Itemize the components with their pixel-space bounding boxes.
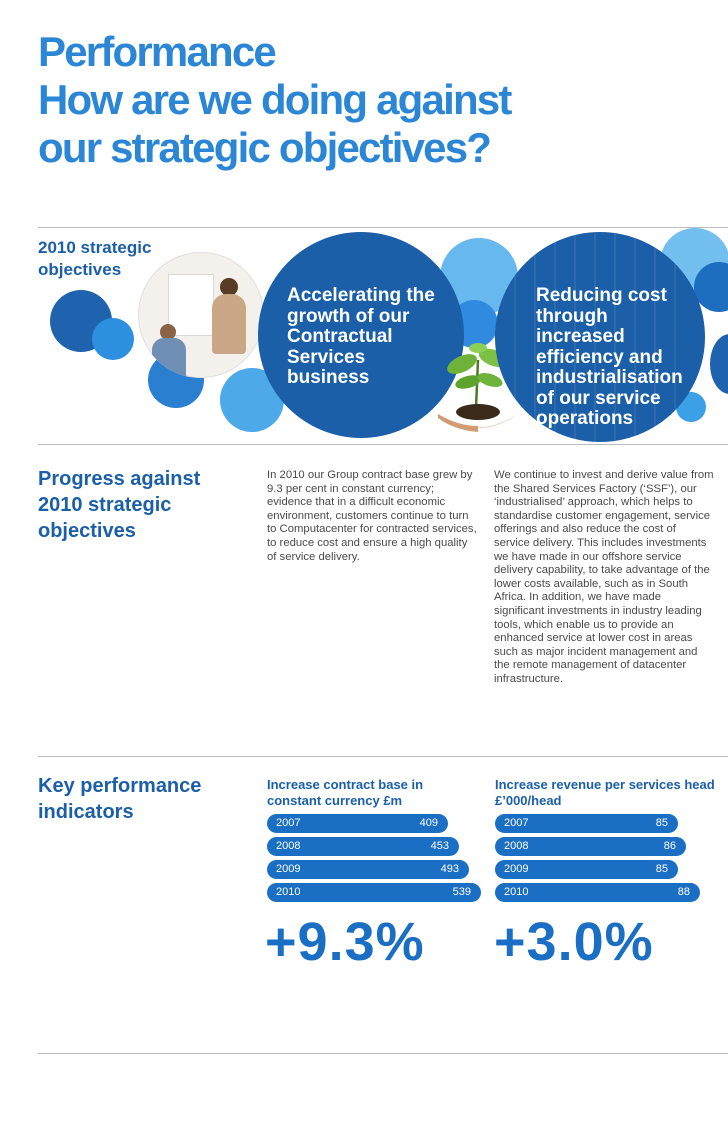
kpi-2-change: +3.0% xyxy=(494,912,654,972)
bar-year-label: 2008 xyxy=(276,840,301,852)
bar-year-label: 2009 xyxy=(276,863,301,875)
bar-year-label: 2010 xyxy=(276,886,301,898)
bar-year-label: 2007 xyxy=(504,817,529,829)
bar-2009 xyxy=(267,860,469,879)
progress-text-1: In 2010 our Group contract base grew by 9.3 per cent in constant currency; evidence that in a difficult economic environment, customers continue to turn to Computacenter for contracted services, to reduce cost and ensure a high quality of service delivery. xyxy=(267,469,477,563)
title-line-2: How are we doing against xyxy=(38,76,511,123)
kpi-2-title: Increase revenue per services head £’000/head xyxy=(495,777,715,808)
objective-1-text: Accelerating the growth of our Contractual Services business xyxy=(287,285,435,388)
bar-2007 xyxy=(267,814,448,833)
bar-year-label: 2009 xyxy=(504,863,529,875)
bar-value-label: 409 xyxy=(419,817,438,829)
kpi-1-change: +9.3% xyxy=(265,912,425,972)
kpi-1-title: Increase contract base in constant currency £m xyxy=(267,777,424,808)
bar-value-label: 539 xyxy=(452,886,471,898)
bar-2010 xyxy=(495,883,700,902)
divider-bottom xyxy=(38,1053,728,1054)
divider-top xyxy=(38,227,728,228)
kpi-label: Key performance indicators xyxy=(38,775,202,823)
decor-circle xyxy=(92,318,134,360)
bar-year-label: 2007 xyxy=(276,817,301,829)
bar-2007 xyxy=(495,814,678,833)
title-line-3: our strategic objectives? xyxy=(38,124,491,171)
bar-value-label: 86 xyxy=(663,840,676,852)
bar-2009 xyxy=(495,860,678,879)
objectives-label: 2010 strategic objectives xyxy=(38,238,152,279)
bar-year-label: 2010 xyxy=(504,886,529,898)
divider-kpi xyxy=(38,756,728,757)
decor-circle xyxy=(710,334,728,394)
page-title xyxy=(38,28,511,172)
person-body-icon xyxy=(152,338,186,378)
bar-value-label: 493 xyxy=(440,863,459,875)
bar-value-label: 85 xyxy=(655,863,668,875)
objective-2-text: Reducing cost through increased efficiency and industrialisation of our service operations xyxy=(536,285,683,429)
bar-year-label: 2008 xyxy=(504,840,529,852)
bar-value-label: 88 xyxy=(677,886,690,898)
title-line-1: Performance xyxy=(38,28,275,75)
bar-2010 xyxy=(267,883,481,902)
divider-progress xyxy=(38,444,728,445)
whiteboard-icon xyxy=(168,274,214,336)
bar-value-label: 85 xyxy=(655,817,668,829)
progress-label: Progress against 2010 strategic objectives xyxy=(38,468,201,542)
person-body-icon xyxy=(212,294,246,354)
bar-value-label: 453 xyxy=(430,840,449,852)
meeting-photo xyxy=(138,252,264,378)
progress-text-2: We continue to invest and derive value from the Shared Services Factory (‘SSF’), our ‘industrialised’ approach, which helps to standardise customer engagement, service offerings and also reduce the cost of service delivery. This includes investments we have made in our offshore service delivery capability, to take advantage of the lower costs available, such as in South Africa. In addition, we have made significant investments in industry leading tools, which enable us to provide an enhanced service at lower cost in areas such as major incident management and the remote management of datacenter infrastructure. xyxy=(494,469,714,685)
bar-2008 xyxy=(267,837,459,856)
bar-2008 xyxy=(495,837,686,856)
